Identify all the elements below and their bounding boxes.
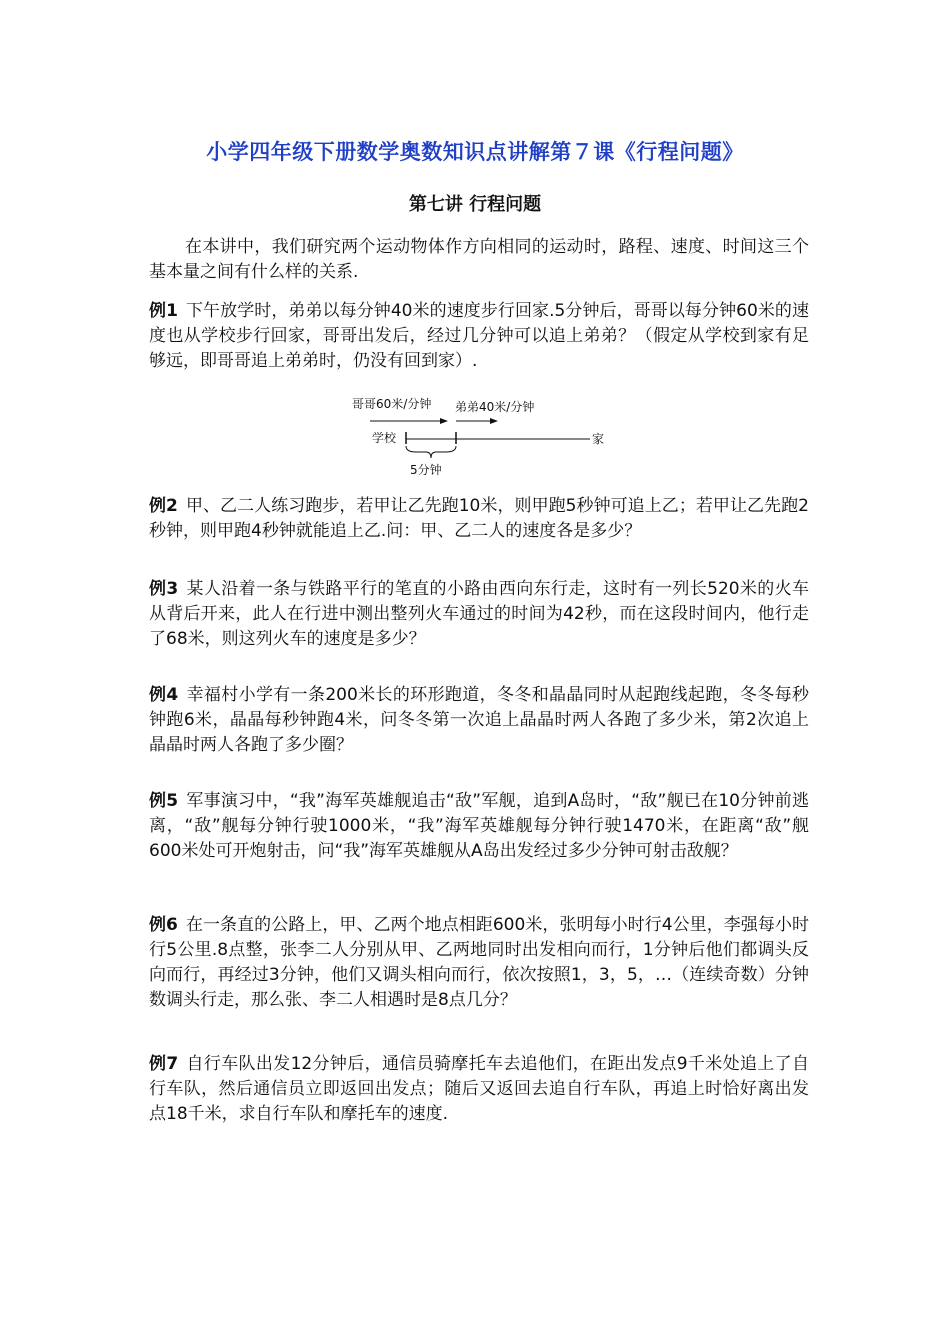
example-4-label: 例4 [149,685,179,705]
example-6-text: 在一条直的公路上，甲、乙两个地点相距600米，张明每小时行4公里，李强每小时行5公里.8点整，张李二人分别从甲、乙两地同时出发相向而行，1分钟后他们都调头反向而行，再经过3分钟，他们又调头相向而行，依次按照1，3，5，…（连续奇数）分钟数调头行走，那么张、李二人相遇时是8点几分？ [149,915,809,1010]
example-1 [149,299,809,374]
intro-paragraph: 在本讲中，我们研究两个运动物体作方向相同的运动时，路程、速度、时间这三个基本量之间有什么样的关系. [149,237,809,282]
younger-arrowhead [490,418,498,424]
example-3 [149,577,809,652]
example-5 [149,789,809,864]
example-3-text: 某人沿着一条与铁路平行的笔直的小路由西向东行走，这时有一列长520米的火车从背后开来，此人在行进中测出整列火车通过的时间为42秒，而在这段时间内，他行走了68米，则这列火车的速度是多少？ [149,579,809,649]
example-2-label: 例2 [149,496,178,516]
example-2 [149,494,809,544]
example-3-label: 例3 [149,579,179,599]
lecture-title: 第七讲 行程问题 [408,194,542,215]
chase-diagram [340,386,630,486]
example-4 [149,683,809,758]
example-7-label: 例7 [149,1054,179,1074]
gap-brace [406,446,456,458]
example-7 [149,1052,809,1127]
example-1-label: 例1 [149,301,178,321]
brother-arrowhead [440,418,448,424]
younger-speed-label: 弟弟40米/分钟 [455,400,535,414]
page-title: 小学四年级下册数学奥数知识点讲解第７课《行程问题》 [206,140,744,164]
example-2-text: 甲、乙二人练习跑步，若甲让乙先跑10米，则甲跑5秒钟可追上乙；若甲让乙先跑2秒钟，则甲跑4秒钟就能追上乙.问：甲、乙二人的速度各是多少？ [149,496,809,541]
gap-label: 5分钟 [410,463,442,477]
example-1-text: 下午放学时，弟弟以每分钟40米的速度步行回家.5分钟后，哥哥以每分钟60米的速度也从学校步行回家，哥哥出发后，经过几分钟可以追上弟弟？（假定从学校到家有足够远，即哥哥追上弟弟时，仍没有回到家）. [149,301,809,371]
example-6-label: 例6 [149,915,178,935]
example-6 [149,913,809,1013]
home-label: 家 [592,432,605,446]
example-5-text: 军事演习中，“我”海军英雄舰追击“敌”军舰，追到A岛时，“敌”舰已在10分钟前逃离，“敌”舰每分钟行驶1000米，“我”海军英雄舰每分钟行驶1470米，在距离“敌”舰600米处可开炮射击，问“我”海军英雄舰从A岛出发经过多少分钟可射击敌舰？ [149,791,809,861]
brother-speed-label: 哥哥60米/分钟 [352,397,432,411]
example-7-text: 自行车队出发12分钟后，通信员骑摩托车去追他们，在距出发点9千米处追上了自行车队，然后通信员立即返回出发点；随后又返回去追自行车队，再追上时恰好离出发点18千米，求自行车队和摩托车的速度. [149,1054,809,1124]
example-4-text: 幸福村小学有一条200米长的环形跑道，冬冬和晶晶同时从起跑线起跑，冬冬每秒钟跑6米，晶晶每秒钟跑4米，问冬冬第一次追上晶晶时两人各跑了多少米，第2次追上晶晶时两人各跑了多少圈？ [149,685,809,755]
example-5-label: 例5 [149,791,179,811]
school-label: 学校 [372,431,397,445]
